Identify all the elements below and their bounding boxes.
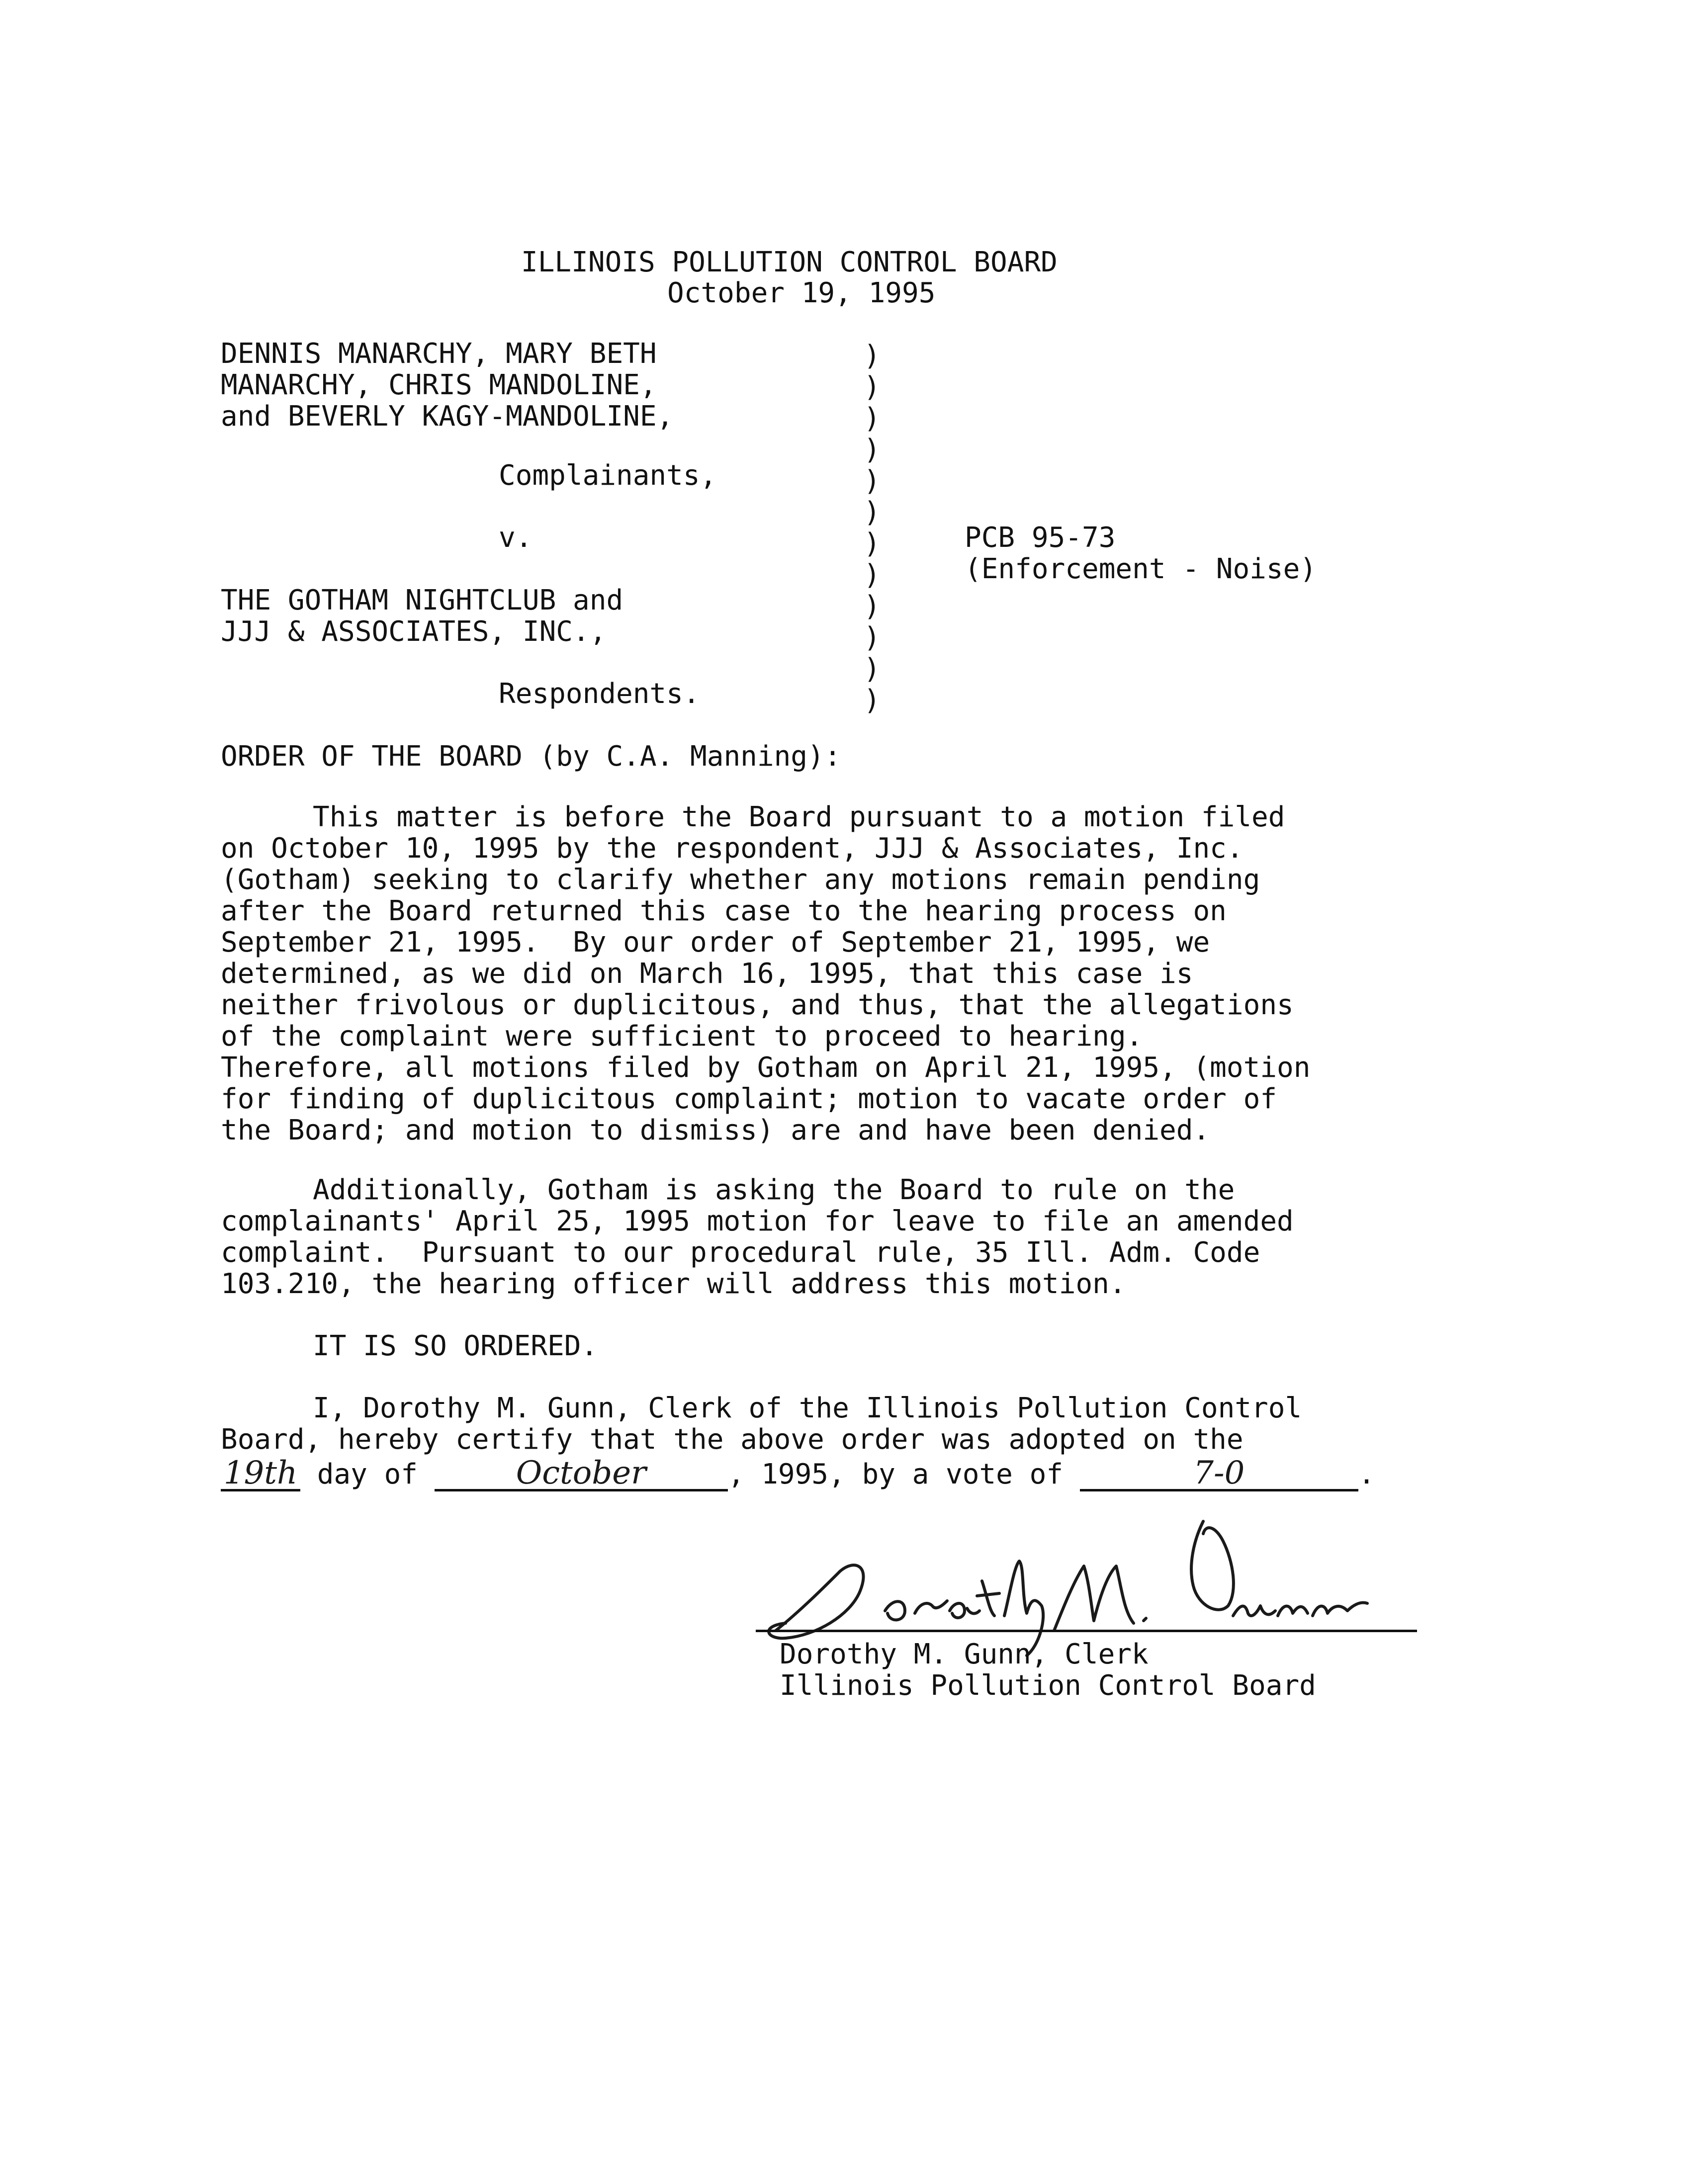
paragraph-line: complaint. Pursuant to our procedural rule, 35 Ill. Adm. Code (221, 1236, 1260, 1269)
paren: ) (864, 402, 881, 435)
case-type: (Enforcement - Noise) (965, 553, 1317, 585)
paragraph-line: determined, as we did on March 16, 1995, that this case is (221, 958, 1193, 990)
paragraph-line: This matter is before the Board pursuant to a motion filed (313, 801, 1285, 833)
day-of-text: day of (317, 1458, 418, 1490)
paragraph-line: 103.210, the hearing officer will address this motion. (221, 1268, 1126, 1300)
paragraph-line: for finding of duplicitous complaint; motion to vacate order of (221, 1083, 1277, 1115)
paren: ) (864, 434, 881, 466)
end-period: . (1358, 1458, 1375, 1490)
so-ordered-text: IT IS SO ORDERED. (313, 1330, 598, 1362)
certification-fill-line (221, 1455, 1444, 1491)
year-text: , 1995, by a vote of (727, 1458, 1064, 1490)
order-heading: ORDER OF THE BOARD (by C.A. Manning): (221, 740, 841, 773)
order-paragraph-1 (221, 803, 1444, 1148)
paragraph-line: (Gotham) seeking to clarify whether any motions remain pending (221, 864, 1260, 896)
day-handwritten: 19th (221, 1457, 300, 1491)
paren: ) (864, 590, 881, 622)
paren: ) (864, 496, 881, 528)
respondents-line: JJJ & ASSOCIATES, INC., (221, 615, 607, 648)
paragraph-line: neither frivolous or duplicitous, and thus, that the allegations (221, 989, 1294, 1021)
paragraph-line: of the complaint were sufficient to proceed to hearing. (221, 1020, 1143, 1052)
paren: ) (864, 559, 881, 591)
order-paragraph-2 (221, 1176, 1444, 1302)
paragraph-line: complainants' April 25, 1995 motion for leave to file an amended (221, 1205, 1294, 1237)
clerk-printed-name: Dorothy M. Gunn, Clerk (780, 1638, 1149, 1670)
paren: ) (864, 340, 881, 372)
paren: ) (864, 371, 881, 403)
complainants-label: Complainants, (499, 459, 717, 492)
vote-handwritten: 7-0 (1080, 1457, 1358, 1491)
case-number: PCB 95-73 (965, 522, 1116, 554)
paren: ) (864, 465, 881, 497)
paragraph-line: Additionally, Gotham is asking the Board to rule on the (313, 1174, 1235, 1206)
certification (221, 1392, 1444, 1491)
order-date: October 19, 1995 (667, 277, 936, 309)
paragraph-line: Therefore, all motions filed by Gotham on April 21, 1995, (motion (221, 1051, 1311, 1084)
paren: ) (864, 653, 881, 685)
paren: ) (864, 684, 881, 716)
respondents-label: Respondents. (499, 678, 700, 710)
paren: ) (864, 621, 881, 654)
respondents-line: THE GOTHAM NIGHTCLUB and (221, 584, 623, 616)
paragraph-line: after the Board returned this case to the hearing process on (221, 895, 1227, 927)
complainants-line: DENNIS MANARCHY, MARY BETH (221, 338, 657, 370)
certification-line: Board, hereby certify that the above order was adopted on the (221, 1423, 1244, 1456)
clerk-printed-title: Illinois Pollution Control Board (780, 1669, 1316, 1702)
versus-label: v. (499, 522, 533, 554)
paren: ) (864, 527, 881, 560)
caption-divider (864, 340, 881, 716)
complainants-line: MANARCHY, CHRIS MANDOLINE, (221, 369, 657, 401)
complainants-line: and BEVERLY KAGY-MANDOLINE, (221, 400, 674, 433)
paragraph-line: September 21, 1995. By our order of September 21, 1995, we (221, 926, 1210, 959)
board-name: ILLINOIS POLLUTION CONTROL BOARD (521, 246, 1058, 278)
signature-line (756, 1630, 1417, 1632)
paragraph-line: the Board; and motion to dismiss) are and have been denied. (221, 1114, 1210, 1146)
certification-line: I, Dorothy M. Gunn, Clerk of the Illinois Pollution Control (313, 1392, 1302, 1424)
so-ordered (221, 1332, 1444, 1364)
month-handwritten: October (435, 1457, 728, 1491)
paragraph-line: on October 10, 1995 by the respondent, JJJ & Associates, Inc. (221, 832, 1244, 865)
